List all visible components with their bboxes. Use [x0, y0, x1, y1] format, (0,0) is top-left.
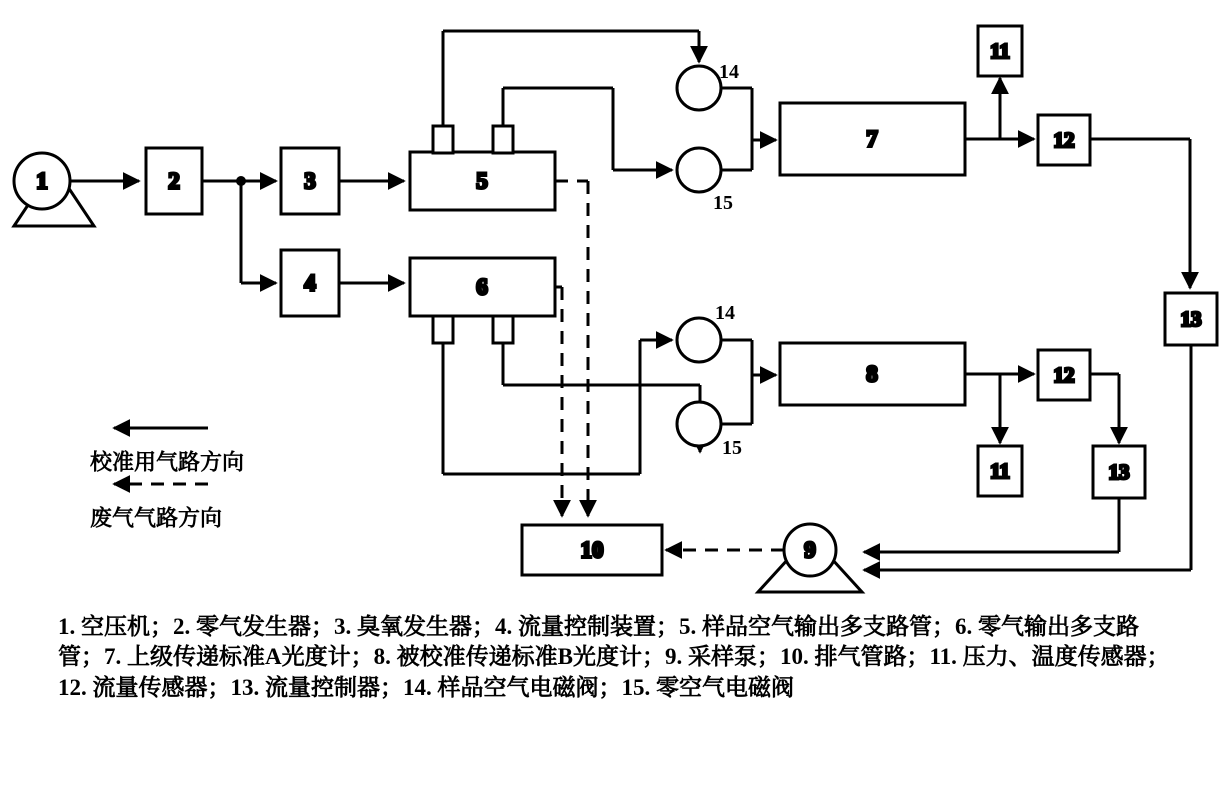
node-zero-air-manifold — [410, 258, 555, 343]
tag-valve-15-top: 15 — [713, 192, 733, 214]
node-label-5: 5 — [476, 168, 488, 194]
figure-caption: 1. 空压机；2. 零气发生器；3. 臭氧发生器；4. 流量控制装置；5. 样品空气输出多支路管；6. 零气输出多支路管；7. 上级传递标准A光度计；8. 被校准传递标准B光度计；9. 采样泵；10. 排气管路；11. 压力、温度传感器；12. 流量传感器；13. 流量控制器；14. 样品空气电磁阀；15. 零空气电磁阀 — [58, 614, 1170, 700]
node-label-13-right: 13 — [1180, 307, 1202, 331]
node-air-compressor — [14, 153, 94, 226]
node-label-6: 6 — [476, 274, 488, 300]
node-label-3: 3 — [304, 168, 316, 194]
tag-valve-15-bottom: 15 — [722, 437, 742, 459]
legend-label-calibration: 校准用气路方向 — [90, 449, 245, 475]
node-label-12-bottom: 12 — [1053, 363, 1075, 387]
tag-valve-14-bottom: 14 — [715, 302, 735, 324]
node-label-1: 1 — [36, 168, 48, 194]
node-label-12-top: 12 — [1053, 128, 1075, 152]
node-label-13-bottom: 13 — [1108, 460, 1130, 484]
node-label-8: 8 — [866, 361, 878, 387]
node-label-2: 2 — [168, 168, 180, 194]
node-label-10: 10 — [580, 537, 604, 563]
valve-14-bottom — [677, 318, 721, 362]
node-label-11-bottom: 11 — [990, 459, 1010, 483]
tag-valve-14-top: 14 — [719, 61, 739, 83]
valve-15-top — [677, 148, 721, 192]
node-label-7: 7 — [866, 126, 878, 152]
node-label-9: 9 — [804, 537, 816, 563]
valve-15-bottom — [677, 402, 721, 446]
valve-14-top — [677, 66, 721, 110]
node-label-4: 4 — [304, 270, 316, 296]
node-label-11-top: 11 — [990, 39, 1010, 63]
legend-label-waste: 废气气路方向 — [90, 505, 223, 531]
